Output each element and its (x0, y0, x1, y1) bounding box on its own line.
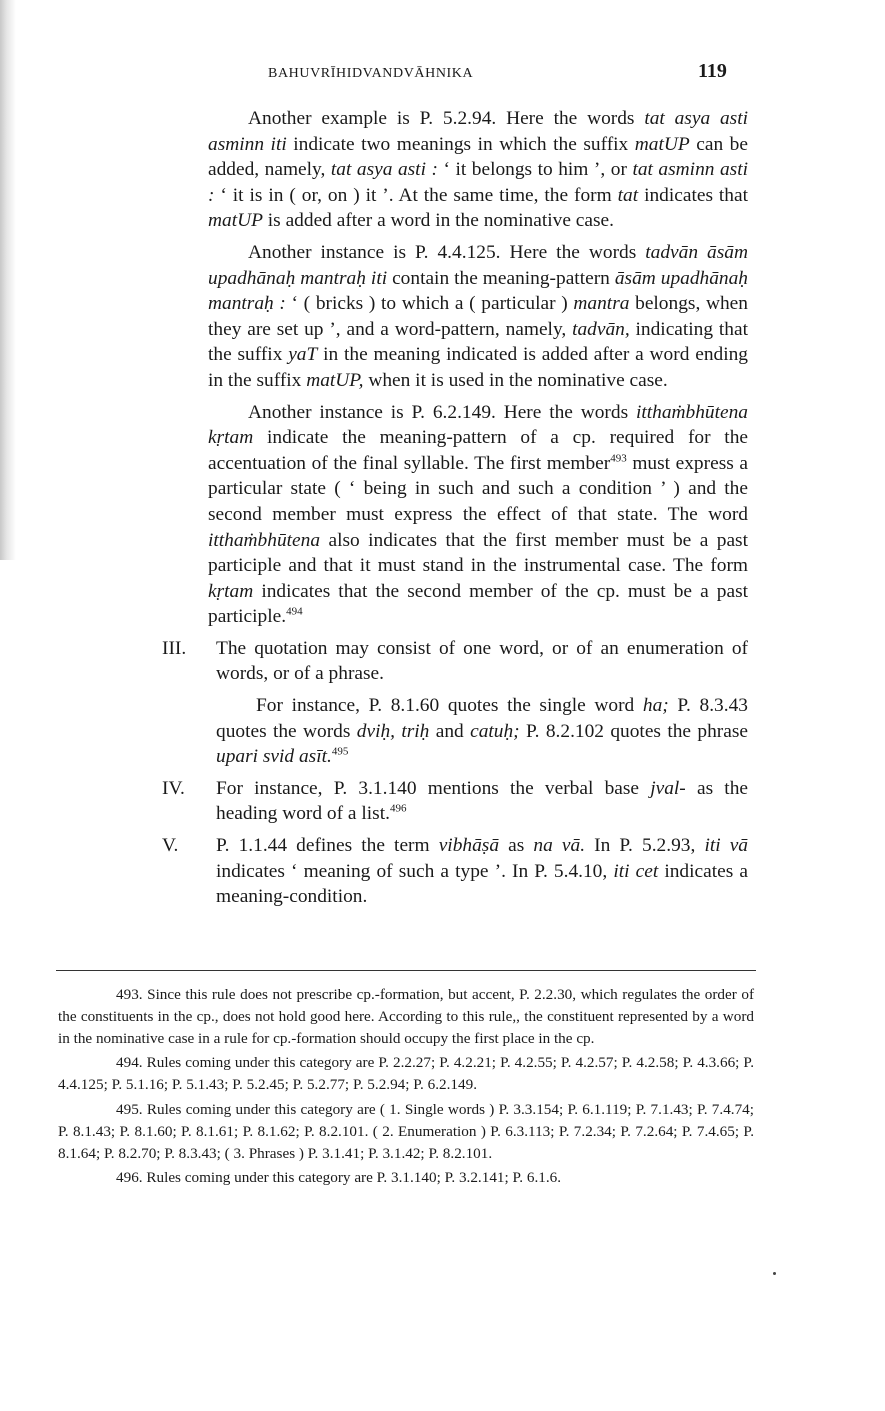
footnote-text: Since this rule does not prescribe cp.-formation, but accent, P. 2.2.30, which regulates the order of the constituents in the cp., does not hold good here. According to this rule,, the constituent represented by a word in the nominative case in a rule for cp.-formation should occupy the first place in the cp. (58, 986, 755, 1047)
text-run: as the heading word of a list. (216, 777, 748, 825)
text-run: in the meaning indicated is added after a word ending in the suffix (208, 344, 748, 391)
italic-term: ha; (642, 695, 669, 717)
italic-term: matUP (634, 133, 690, 155)
italic-term: itthaṁbhūtena kṛtam (208, 401, 748, 449)
text-run: when it is used in the nominative case. (363, 369, 668, 391)
italic-term: na vā. (533, 835, 586, 857)
list-item-example (208, 693, 748, 770)
italic-term: dviḥ, triḥ (356, 720, 430, 742)
running-title: BAHUVRĪHIDVANDVĀHNIKA (268, 66, 474, 81)
list-numeral: V. (162, 835, 179, 857)
text-run: belongs, when they are set up ’, and a word-pattern, namely, (208, 293, 748, 340)
italic-term: upari svid asīt. (216, 746, 332, 768)
paragraph-example-5-2-94 (208, 106, 748, 234)
footnote-ref: 495 (331, 745, 349, 758)
italic-term: tadvān, (572, 318, 630, 340)
footnote (58, 1167, 754, 1189)
footnote-text: Rules coming under this category are P. 2.2.27; P. 4.2.21; P. 4.2.55; P. 4.2.57; P. 4.2.58; P. 4.3.66; P. 4.4.125; P. 5.1.16; P. 5.1.43; P. 5.2.45; P. 5.2.77; P. 5.2.94; P. 6.2.149. (58, 1054, 754, 1094)
page-header (0, 58, 885, 88)
text-run: Another instance is P. 6.2.149. Here the words (248, 401, 636, 423)
footnote-text: Rules coming under this category are ( 1. Single words ) P. 3.3.154; P. 6.1.119; P. 7.1.43; P. 7.4.74; P. 8.1.43; P. 8.1.60; P. 8.1.61; P. 8.1.62; P. 8.2.101. ( 2. Enumeration ) P. 6.3.113; P. 7.2.34; P. 7.2.64; P. 7.4.65; P. 8.1.64; P. 8.2.70; P. 8.3.43; ( 3. Phrases ) P. 3.1.41; P. 3.1.42; P. 8.2.101. (58, 1100, 754, 1162)
list-item-text (208, 776, 748, 827)
text-run: Another example is P. 5.2.94. Here the words (248, 108, 645, 129)
italic-term: itthaṁbhūtena (208, 529, 321, 551)
list-numeral: III. (162, 637, 187, 659)
text-run: In P. 5.2.93, (585, 835, 705, 857)
text-run: indicates ‘ meaning of such a type ’. In P. 5.4.10, (216, 860, 614, 882)
list-item-v (162, 833, 749, 910)
italic-term: matUP (208, 210, 263, 232)
page-number: 119 (698, 60, 727, 82)
footnote (58, 1099, 754, 1164)
footnote-divider (56, 970, 756, 971)
text-run: P. 1.1.44 defines the term (216, 835, 439, 857)
text-run: indicate two meanings in which the suffix (286, 133, 635, 155)
text-run: ‘ it is in ( or, on ) it ’. At the same time, the form (214, 184, 618, 206)
italic-term: tat asya asti : (330, 159, 438, 181)
footnote-ref: 496 (389, 802, 407, 815)
italic-term: tat (617, 184, 639, 206)
footnote-text: Rules coming under this category are P. 3.1.140; P. 3.2.141; P. 6.1.6. (146, 1169, 562, 1187)
list-item-iv (162, 776, 748, 827)
text-run: indicates a meaning-condition. (216, 860, 748, 908)
footnote-ref: 494 (286, 605, 303, 618)
main-text (162, 106, 749, 910)
footnote-number: 493. (116, 986, 143, 1003)
italic-term: tat asya asti asminn iti (208, 108, 748, 155)
paragraph-instance-4-4-125 (208, 240, 748, 394)
text-run: P. 8.2.102 quotes the phrase (519, 720, 748, 742)
italic-term: catuḥ; (470, 720, 520, 742)
text-run: can be added, namely, (208, 133, 748, 181)
footnotes (58, 984, 754, 1192)
text-run: as (499, 835, 534, 857)
text-run: indicate the meaning-pattern of a cp. required for the accentuation of the final syllable. The first member (208, 427, 748, 474)
text-run: For instance, P. 3.1.140 mentions the verbal base (216, 777, 651, 799)
italic-term: tadvān āsām upadhānaḥ mantraḥ iti (208, 241, 748, 289)
text-run: ‘ ( bricks ) to which a ( particular ) (285, 293, 574, 315)
text-run: must express a particular state ( ‘ being in such and such a condition ’ ) and the second member must express the effect of that state. The word (208, 452, 748, 525)
text-run: is added after a word in the nominative case. (262, 210, 614, 232)
text-run: indicates that the second member of the cp. must be a past participle. (208, 580, 748, 628)
footnote (58, 1052, 754, 1096)
italic-term: yaT (288, 344, 318, 366)
text-run: indicating that the suffix (208, 318, 748, 366)
list-numeral: IV. (162, 777, 185, 799)
footnote-number: 495. (116, 1100, 143, 1118)
text-run: ‘ it belongs to him ’, or (437, 159, 633, 181)
text-run: and (429, 720, 471, 742)
list-item-text (208, 833, 748, 910)
paragraph-instance-6-2-149 (208, 400, 748, 630)
text-run: indicates that (638, 184, 748, 206)
footnote-number: 494. (116, 1054, 143, 1072)
stray-mark (773, 1272, 776, 1275)
text-run: Another instance is P. 4.4.125. Here the words (248, 241, 646, 263)
italic-term: iti cet (613, 860, 659, 882)
italic-term: mantra (573, 293, 630, 315)
list-item-text (208, 636, 748, 687)
footnote (58, 984, 754, 1049)
italic-term: matUP, (306, 369, 364, 391)
footnote-ref: 493 (610, 452, 627, 465)
text-run: also indicates that the first member must be a past participle and that it must stand in the instrumental case. The form (208, 529, 748, 577)
italic-term: kṛtam (208, 580, 254, 602)
italic-term: tat asminn asti : (208, 159, 749, 206)
italic-term: jval- (650, 777, 686, 799)
text-run: contain the meaning-pattern (387, 267, 615, 289)
list-item-iii (162, 636, 748, 770)
italic-term: āsām upadhānaḥ mantraḥ : (208, 267, 749, 315)
text-run: For instance, P. 8.1.60 quotes the single word (256, 695, 643, 717)
footnote-number: 496. (116, 1169, 143, 1187)
italic-term: iti vā (704, 835, 749, 857)
text-run: The quotation may consist of one word, or of an enumeration of words, or of a phrase. (216, 637, 748, 685)
text-run: P. 8.3.43 quotes the words (216, 695, 748, 742)
italic-term: vibhāṣā (438, 835, 500, 857)
